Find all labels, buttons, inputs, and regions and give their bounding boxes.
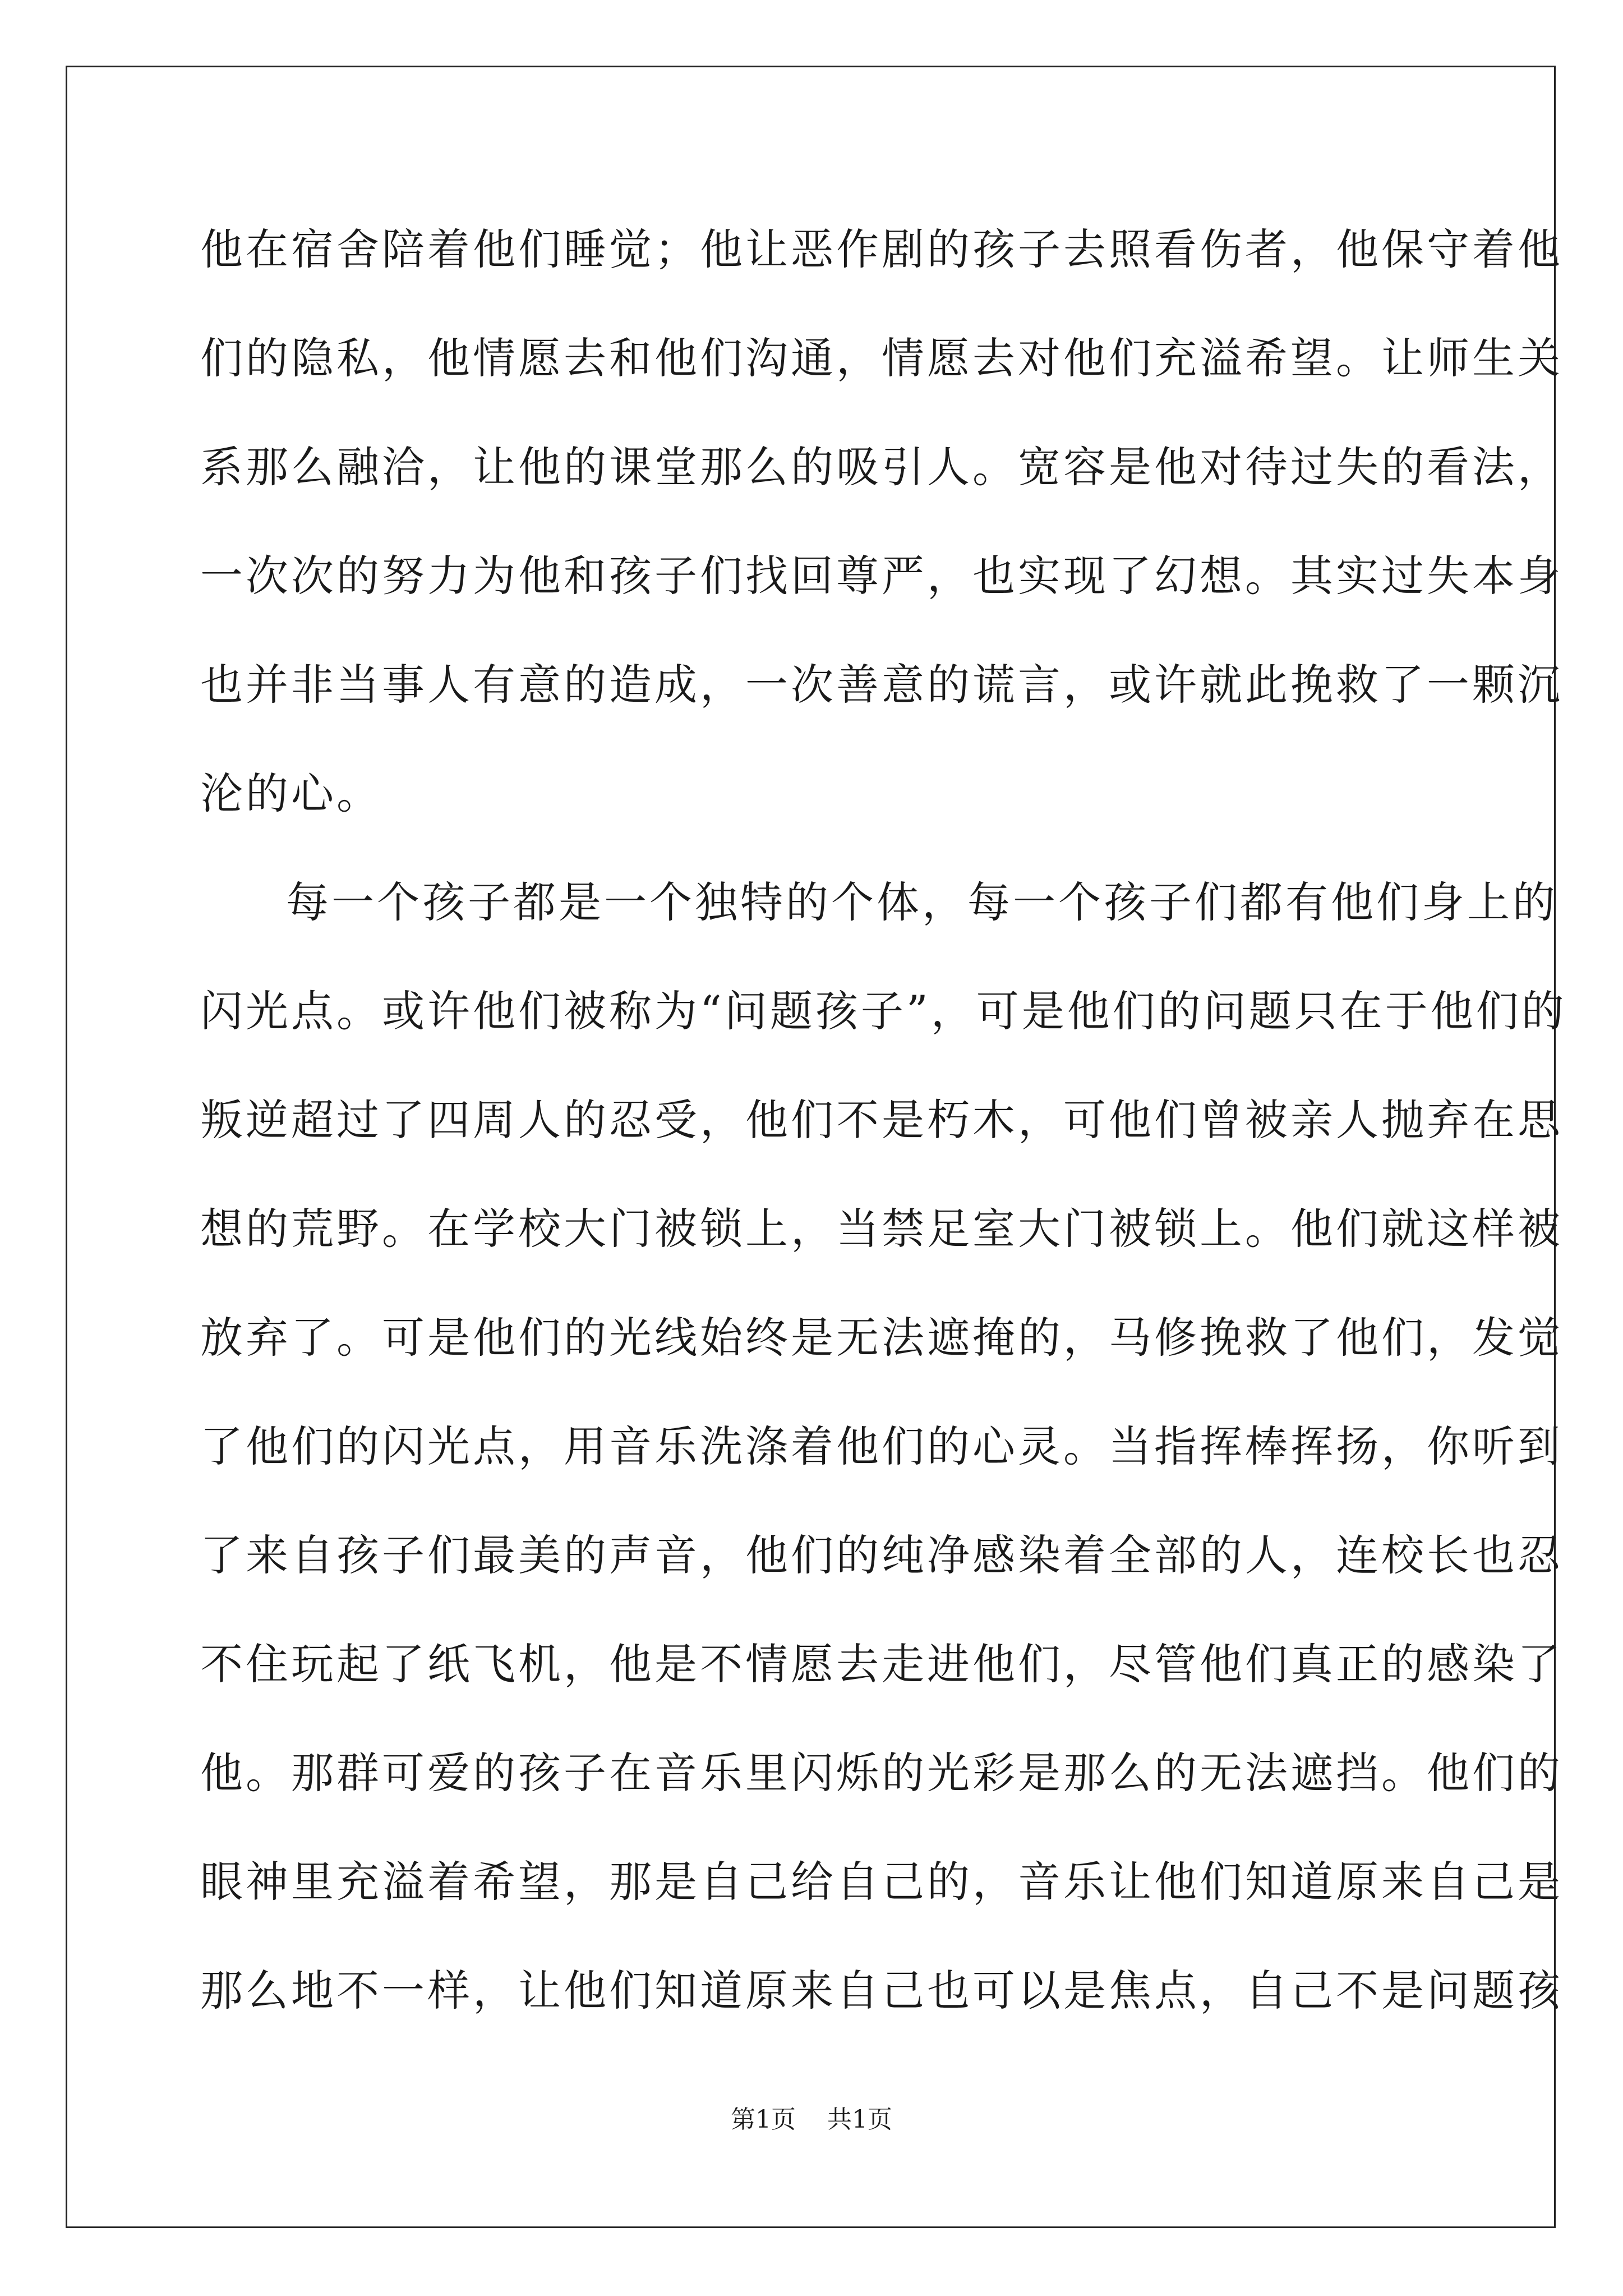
paragraph-2-line-9: 他。那群可爱的孩子在音乐里闪烁的光彩是那么的无法遮挡。他们的 — [200, 1748, 1563, 1798]
page-total: 共1页 — [827, 2105, 892, 2134]
paragraph-1-line-3: 系那么融洽，让他的课堂那么的吸引人。宽容是他对待过失的看法， — [200, 442, 1563, 492]
paragraph-2-line-1: 每一个孩子都是一个独特的个体，每一个孩子们都有他们身上的 — [286, 877, 1558, 927]
paragraph-1-line-1: 他在宿舍陪着他们睡觉；他让恶作剧的孩子去照看伤者，他保守着他 — [200, 224, 1563, 274]
paragraph-2-line-2: 闪光点。或许他们被称为“问题孩子”，可是他们的问题只在于他们的 — [200, 986, 1567, 1036]
paragraph-2-line-4: 想的荒野。在学校大门被锁上，当禁足室大门被锁上。他们就这样被 — [200, 1204, 1563, 1254]
paragraph-1-line-4: 一次次的努力为他和孩子们找回尊严，也实现了幻想。其实过失本身 — [200, 551, 1563, 601]
paragraph-1-line-2: 们的隐私，他情愿去和他们沟通，情愿去对他们充溢希望。让师生关 — [200, 333, 1563, 383]
page-footer — [0, 2105, 1623, 2134]
paragraph-1-line-6: 沦的心。 — [200, 769, 382, 818]
paragraph-2-line-6: 了他们的闪光点，用音乐洗涤着他们的心灵。当指挥棒挥扬，你听到 — [200, 1421, 1563, 1471]
paragraph-2-line-8: 不住玩起了纸飞机，他是不情愿去走进他们，尽管他们真正的感染了 — [200, 1639, 1563, 1689]
paragraph-2-line-11: 那么地不一样，让他们知道原来自己也可以是焦点，自己不是问题孩 — [200, 1966, 1563, 2016]
paragraph-2-line-5: 放弃了。可是他们的光线始终是无法遮掩的，马修挽救了他们，发觉 — [200, 1313, 1563, 1363]
paragraph-2-line-3: 叛逆超过了四周人的忍受，他们不是朽木，可他们曾被亲人抛弃在思 — [200, 1095, 1563, 1145]
page-number: 第1页 — [731, 2105, 796, 2134]
paragraph-1-line-5: 也并非当事人有意的造成，一次善意的谎言，或许就此挽救了一颗沉 — [200, 660, 1563, 710]
paragraph-2-line-7: 了来自孩子们最美的声音，他们的纯净感染着全部的人，连校长也忍 — [200, 1530, 1563, 1580]
paragraph-2-line-10: 眼神里充溢着希望，那是自己给自己的，音乐让他们知道原来自己是 — [200, 1857, 1563, 1907]
